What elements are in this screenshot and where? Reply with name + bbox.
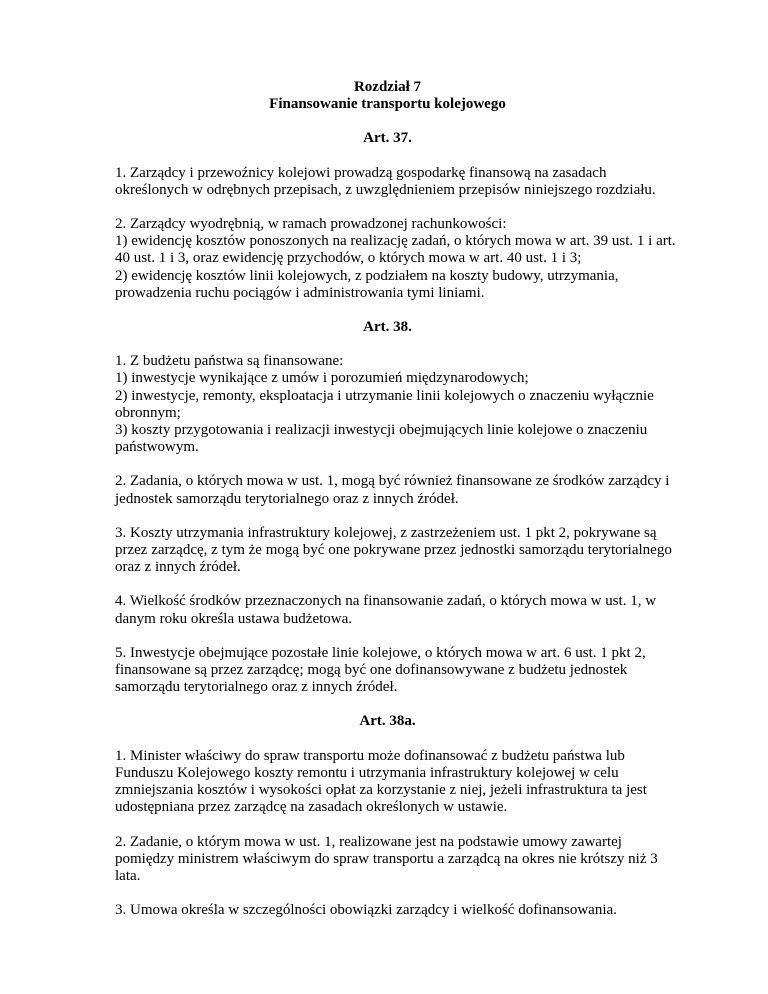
article-paragraph — [115, 524, 672, 577]
article-paragraph — [115, 834, 660, 886]
text-line: udostępniana przez zarządcę na zasadach określonych w ustawie. — [115, 799, 508, 816]
text-line: 40 ust. 1 i 3, oraz ewidencję przychodów, o których mowa w art. 40 ust. 1 i 3; — [115, 250, 582, 267]
text-line: zmniejszania kosztów i wysokości opłat za korzystanie z niej, jeżeli infrastruktura ta jest — [115, 782, 647, 799]
article-heading: Art. 37. — [363, 130, 412, 147]
text-line: samorządu terytorialnego oraz z innych źródeł. — [115, 679, 398, 696]
article-paragraph — [115, 593, 660, 627]
text-line: obronnym; — [115, 404, 181, 421]
text-line: 1) inwestycje wynikające z umów i porozumień międzynarodowych; — [115, 370, 529, 387]
text-line: oraz z innych źródeł. — [115, 559, 241, 576]
text-line: określonych w odrębnych przepisach, z uwzględnieniem przepisów niniejszego rozdziału. — [115, 181, 656, 198]
text-line: pomiędzy ministrem właściwym do spraw transportu a zarządcą na okres nie krótszy niż 3 — [115, 850, 658, 867]
text-line: 2) inwestycje, remonty, eksploatacja i utrzymanie linii kolejowych o znaczeniu wyłącznie — [115, 387, 654, 404]
article-paragraph — [115, 353, 660, 456]
document-body — [115, 79, 676, 936]
text-line: Funduszu Kolejowego koszty remontu i utrzymania infrastruktury kolejowej w celu — [115, 764, 619, 781]
text-line: 2. Zarządcy wyodrębnią, w ramach prowadzonej rachunkowości: — [115, 216, 507, 233]
article-paragraph — [115, 473, 670, 507]
article-paragraph — [115, 216, 676, 302]
text-line: danym roku określa ustawa budżetowa. — [115, 610, 353, 627]
chapter-number: Rozdział 7 — [353, 79, 422, 95]
article-heading: Art. 38a. — [359, 713, 416, 730]
article-heading: Art. 38. — [363, 319, 412, 336]
text-line: 1) ewidencję kosztów ponoszonych na realizację zadań, o których mowa w art. 39 ust. 1 i art. — [115, 233, 676, 250]
text-line: 2. Zadanie, o którym mowa w ust. 1, realizowane jest na podstawie umowy zawartej — [115, 833, 622, 850]
text-line: 3. Umowa określa w szczególności obowiązki zarządcy i wielkość dofinansowania. — [115, 902, 617, 919]
text-line: 3) koszty przygotowania i realizacji inwestycji obejmujących linie kolejowe o znaczeniu — [115, 422, 648, 439]
article-38a — [115, 713, 660, 919]
article-paragraph — [115, 902, 660, 919]
text-line: państwowym. — [115, 439, 199, 456]
text-line: przez zarządcę, z tym że mogą być one pokrywane przez jednostki samorządu terytorialnego — [115, 542, 672, 559]
text-line: lata. — [115, 867, 141, 884]
text-line: 3. Koszty utrzymania infrastruktury kolejowej, z zastrzeżeniem ust. 1 pkt 2, pokrywane są — [115, 524, 657, 541]
text-line: 2. Zadania, o których mowa w ust. 1, mogą być również finansowane ze środków zarządcy i — [115, 473, 670, 490]
chapter-header — [115, 79, 660, 113]
article-paragraph — [115, 748, 660, 817]
text-line: 1. Zarządcy i przewoźnicy kolejowi prowadzą gospodarkę finansową na zasadach — [115, 164, 607, 181]
chapter-title: Finansowanie transportu kolejowego — [269, 96, 506, 113]
article-paragraph — [115, 645, 660, 697]
article-37 — [115, 130, 676, 302]
text-line: 5. Inwestycje obejmujące pozostałe linie kolejowe, o których mowa w art. 6 ust. 1 pkt 2, — [115, 644, 646, 661]
text-line: 2) ewidencję kosztów linii kolejowych, z podziałem na koszty budowy, utrzymania, — [115, 267, 619, 284]
article-38 — [115, 319, 672, 696]
text-line: finansowane są przez zarządcę; mogą być one dofinansowywane z budżetu jednostek — [115, 662, 628, 679]
text-line: 1. Minister właściwy do spraw transportu może dofinansować z budżetu państwa lub — [115, 747, 625, 764]
text-line: prowadzenia ruchu pociągów i administrowania tymi liniami. — [115, 284, 485, 301]
text-line: jednostek samorządu terytorialnego oraz z innych źródeł. — [115, 490, 459, 507]
text-line: 4. Wielkość środków przeznaczonych na finansowanie zadań, o których mowa w ust. 1, w — [115, 593, 657, 610]
article-paragraph — [115, 165, 660, 199]
text-line: 1. Z budżetu państwa są finansowane: — [115, 353, 344, 370]
